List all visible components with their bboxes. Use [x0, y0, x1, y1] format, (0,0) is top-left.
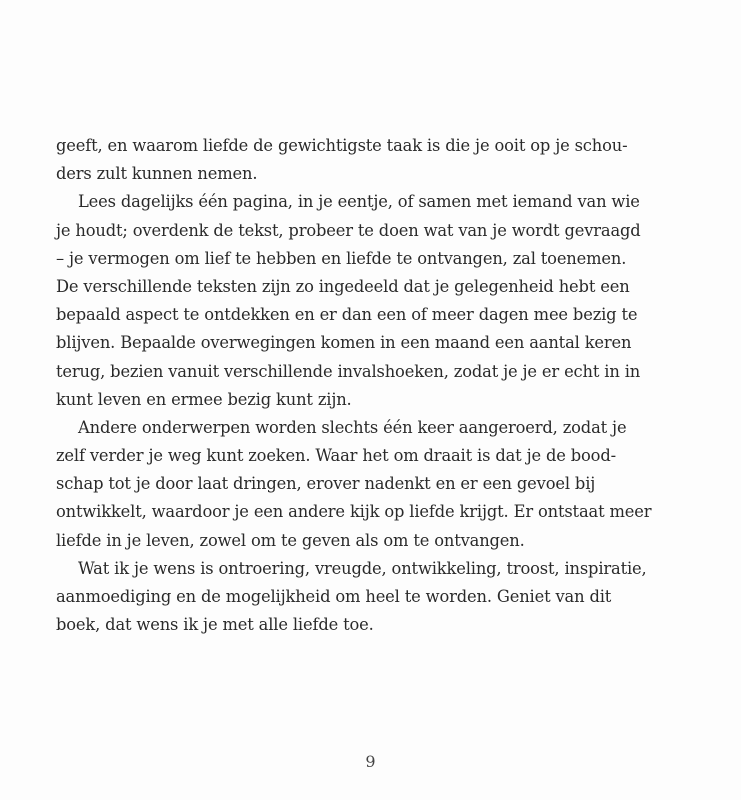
- text-line: Wat ik je wens is ontroering, vreugde, ontwikkeling, troost, inspiratie,: [78, 558, 647, 578]
- text-line: je houdt; overdenk de tekst, probeer te doen wat van je wordt gevraagd: [56, 220, 641, 240]
- paragraph-3: [56, 414, 686, 555]
- text-line: zelf verder je weg kunt zoeken. Waar het om draait is dat je de bood-: [56, 446, 616, 466]
- text-line: aanmoediging en de mogelijkheid om heel te worden. Geniet van dit: [56, 587, 612, 606]
- text-line: liefde in je leven, zowel om te geven als om te ontvangen.: [56, 530, 525, 550]
- body-text: [56, 132, 686, 639]
- text-line: – je vermogen om lief te hebben en liefde te ontvangen, zal toenemen.: [56, 248, 627, 268]
- text-line: terug, bezien vanuit verschillende invalshoeken, zodat je je er echt in in: [56, 361, 641, 381]
- text-line: ontwikkelt, waardoor je een andere kijk op liefde krijgt. Er ontstaat meer: [56, 502, 652, 522]
- text-line: De verschillende teksten zijn zo ingedeeld dat je gelegenheid hebt een: [56, 276, 630, 296]
- text-line: ders zult kunnen nemen.: [56, 164, 258, 184]
- paragraph-1: [56, 132, 686, 188]
- paragraph-4: [56, 555, 686, 640]
- text-line: bepaald aspect te ontdekken en er dan een of meer dagen mee bezig te: [56, 305, 638, 325]
- text-line: blijven. Bepaalde overwegingen komen in een maand een aantal keren: [56, 333, 632, 353]
- text-line: kunt leven en ermee bezig kunt zijn.: [56, 389, 352, 409]
- text-line: geeft, en waarom liefde de gewichtigste taak is die je ooit op je schou-: [56, 136, 628, 155]
- page-number: 9: [365, 752, 376, 771]
- paragraph-2: [56, 188, 686, 414]
- text-line: Andere onderwerpen worden slechts één keer aangeroerd, zodat je: [78, 417, 627, 437]
- text-line: schap tot je door laat dringen, erover nadenkt en er een gevoel bij: [56, 474, 596, 494]
- text-line: Lees dagelijks één pagina, in je eentje, of samen met iemand van wie: [78, 192, 640, 212]
- text-line: boek, dat wens ik je met alle liefde toe.: [56, 615, 374, 635]
